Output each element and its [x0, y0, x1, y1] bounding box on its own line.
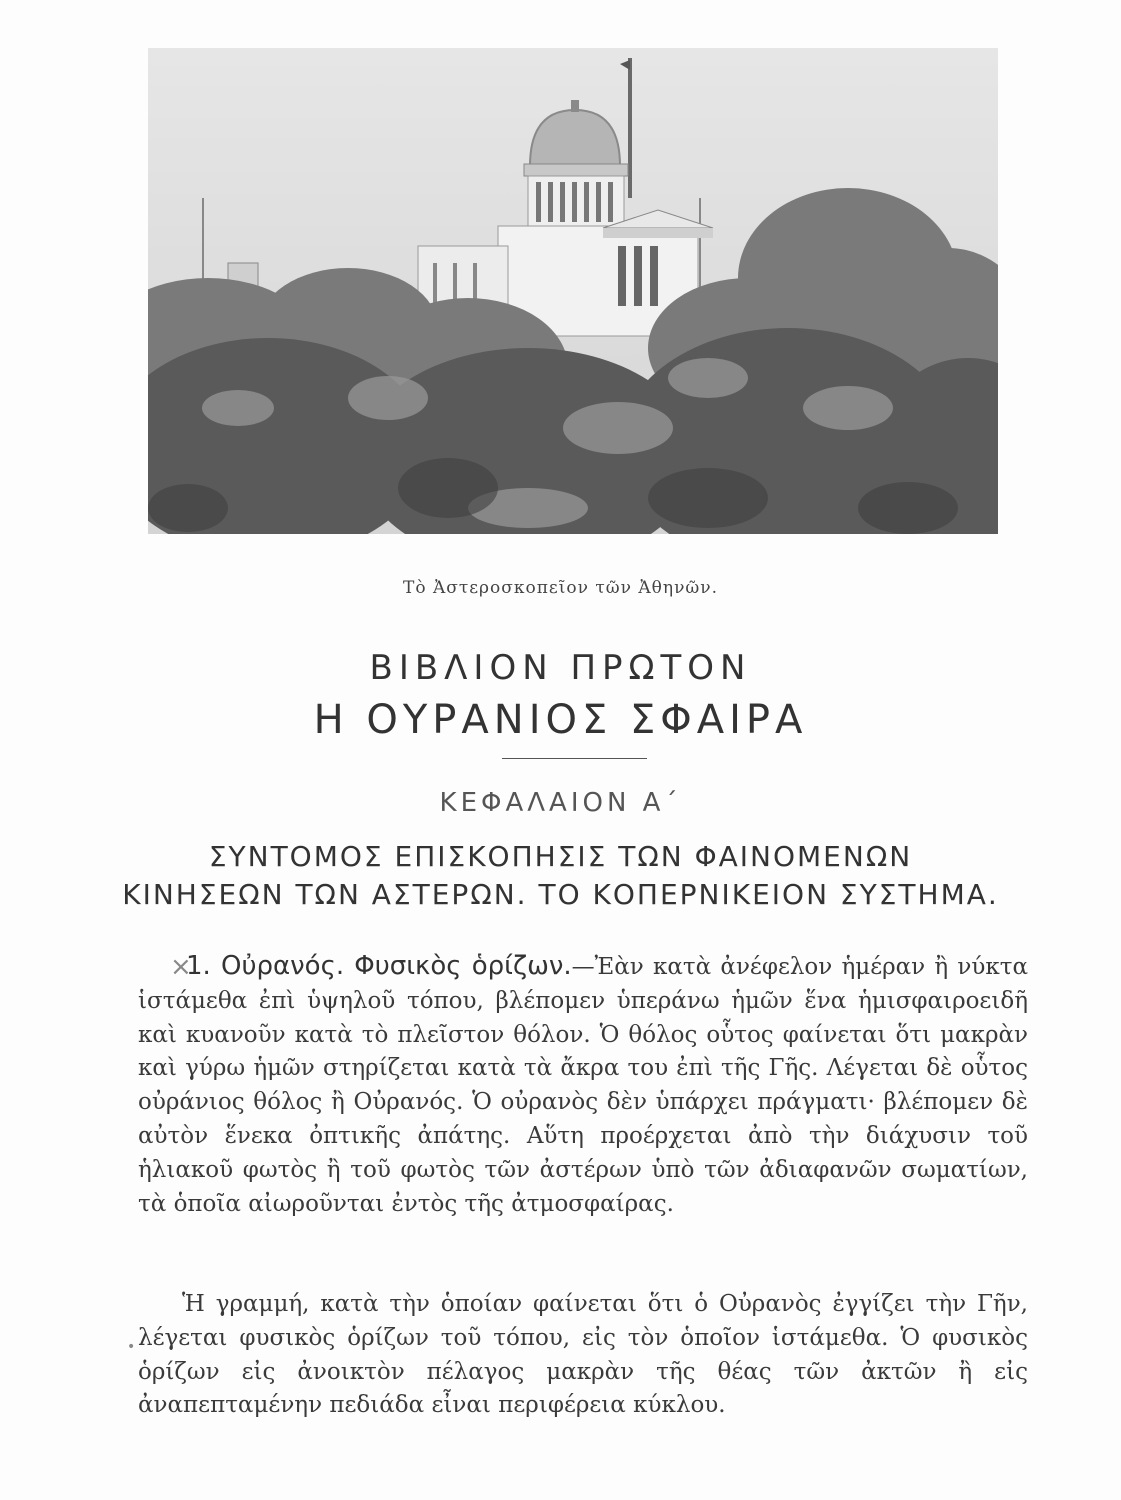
- chapter-title-line-1: ΣΥΝΤΟΜΟΣ ΕΠΙΣΚΟΠΗΣΙΣ ΤΩΝ ΦΑΙΝΟΜΕΝΩΝ: [208, 840, 913, 873]
- photo-caption: Τὸ Ἀστεροσκοπεῖον τῶν Ἀθηνῶν.: [402, 578, 719, 598]
- chapter-label: ΚΕΦΑΛΑΙΟΝ Α΄: [439, 788, 682, 818]
- paragraph-1-text: —Ἐὰν κατὰ ἀνέφελον ἡμέραν ἢ νύκτα ἱστάμεθα ἐπὶ ὑψηλοῦ τόπου, βλέπομεν ὑπεράνω ἡμῶν ἕνα ἡμισφαιροειδῆ καὶ κυανοῦν κατὰ τὸ πλεῖστον θόλον. Ὁ θόλος οὗτος φαίνεται ὅτι μακρὰν καὶ γύρω ἡμῶν στηρίζεται κατὰ τὰ ἄκρα του ἐπὶ τῆς Γῆς. Λέγεται δὲ οὗτος οὐράνιος θόλος ἢ Οὐρανός. Ὁ οὐρανὸς δὲν ὑπάρχει πράγματι· βλέπομεν δὲ αὐτὸν ἕνεκα ὀπτικῆς ἀπάτης. Αὕτη προέρχεται ἀπὸ τὴν διάχυσιν τοῦ ἡλιακοῦ φωτὸς ἢ τοῦ φωτὸς τῶν ἀστέρων ὑπὸ τῶν ἀδιαφανῶν σωματίων, τὰ ὁποῖα αἰωροῦνται ἐντὸς τῆς ἀτμοσφαίρας.: [138, 954, 1028, 1217]
- book-subtitle: Η ΟΥΡΑΝΙΟΣ ΣΦΑΙΡΑ: [313, 697, 808, 743]
- observatory-illustration: [148, 48, 998, 534]
- section-heading: 1. Οὐρανός. Φυσικὸς ὁρίζων.: [186, 951, 572, 981]
- paragraph-2: Ἡ γραμμή, κατὰ τὴν ὁποίαν φαίνεται ὅτι ὁ Οὐρανὸς ἐγγίζει τὴν Γῆν, λέγεται φυσικὸς ὁρίζων τοῦ τόπου, εἰς τὸν ὁποῖον ἱστάμεθα. Ὁ φυσικὸς ὁρίζων εἰς ἀνοικτὸν πέλαγος μακρὰν τῆς θέας τῶν ἀκτῶν ἢ εἰς ἀναπεπταμένην πεδιάδα εἶναι περιφέρεια κύκλου.: [138, 1291, 1028, 1419]
- book-title: ΒΙΒΛΙΟΝ ΠΡΩΤΟΝ: [369, 648, 752, 688]
- paragraph-1: [138, 950, 1028, 1221]
- margin-dot-mark: •: [127, 1339, 136, 1355]
- margin-cross-mark: ×: [170, 952, 192, 982]
- chapter-title-line-2: ΚΙΝΗΣΕΩΝ ΤΩΝ ΑΣΤΕΡΩΝ. ΤΟ ΚΟΠΕΡΝΙΚΕΙΟΝ ΣΥΣΤΗΜΑ.: [122, 878, 999, 911]
- divider: [502, 758, 647, 759]
- observatory-photo: [148, 48, 998, 534]
